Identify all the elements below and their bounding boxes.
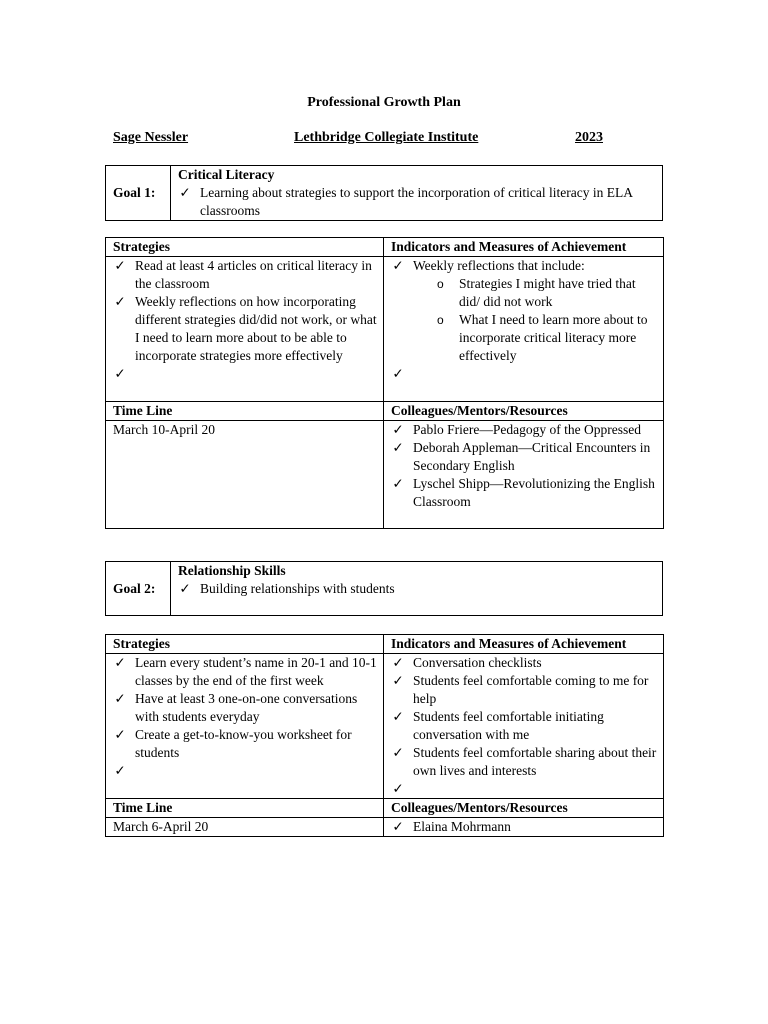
goal1-strategies-list	[113, 257, 377, 383]
list-item: o What I need to learn more about to incorporate critical literacy more effectively	[437, 312, 648, 363]
list-item: ✓ Deborah Appleman—Critical Encounters in Secondary English	[392, 440, 651, 473]
strategies-header: Strategies	[106, 635, 384, 654]
check-icon: ✓	[392, 745, 404, 760]
list-item: ✓ Create a get-to-know-you worksheet for students	[114, 727, 352, 760]
goal1-label: Goal 1:	[106, 166, 171, 221]
strategies-header: Strategies	[106, 238, 384, 257]
check-icon: ✓	[114, 655, 126, 670]
indicators-header: Indicators and Measures of Achievement	[384, 635, 664, 654]
list-item: ✓ Students feel comfortable sharing about their own lives and interests	[392, 745, 657, 778]
list-item	[113, 762, 377, 780]
goal1-indicators-sublist	[391, 275, 657, 365]
list-item: ✓ Have at least 3 one-on-one conversations with students everyday	[114, 691, 358, 724]
list-item: ✓ Students feel comfortable initiating conversation with me	[392, 709, 604, 742]
check-icon: ✓	[179, 581, 191, 596]
list-item: ✓ Weekly reflections on how incorporating different strategies did/did not work, or what I need to learn more about to be able to incorporate strategies more effectively	[114, 294, 377, 363]
check-icon: ✓	[179, 185, 191, 200]
list-item	[391, 365, 657, 383]
goal1-timeline: March 10-April 20	[106, 421, 384, 529]
goal2-table	[105, 634, 664, 837]
list-item: ✓ Weekly reflections that include:	[392, 258, 585, 273]
check-icon: ✓	[392, 819, 404, 834]
goal2-indicators-list	[391, 654, 657, 798]
circle-bullet-icon: o	[437, 277, 444, 291]
check-icon: ✓	[392, 476, 404, 491]
check-icon: ✓	[392, 673, 404, 688]
resources-header: Colleagues/Mentors/Resources	[384, 799, 664, 818]
circle-bullet-icon: o	[437, 313, 444, 327]
list-item: o Strategies I might have tried that did/ did not work	[437, 276, 636, 309]
list-item: ✓ Students feel comfortable coming to me for help	[392, 673, 649, 706]
goal1-resources-list	[391, 421, 657, 511]
author-name: Sage Nessler	[113, 130, 189, 145]
check-icon: ✓	[392, 781, 404, 796]
goal2-strategies-list	[113, 654, 377, 780]
check-icon: ✓	[114, 763, 126, 778]
goal1-heading: Critical Literacy	[178, 167, 275, 182]
timeline-header: Time Line	[106, 799, 384, 818]
list-item: ✓ Pablo Friere—Pedagogy of the Oppressed	[392, 422, 641, 437]
list-item: ✓ Lyschel Shipp—Revolutionizing the English Classroom	[392, 476, 655, 509]
check-icon: ✓	[114, 727, 126, 742]
goal1-indicators-list	[391, 257, 657, 275]
goal2-item: ✓ Building relationships with students	[179, 581, 395, 596]
goal2-label: Goal 2:	[106, 562, 171, 616]
goal1-table	[105, 237, 664, 529]
goal2-timeline: March 6-April 20	[106, 818, 384, 837]
goal1-item: ✓ Learning about strategies to support the incorporation of critical literacy in ELA classrooms	[179, 185, 633, 218]
check-icon: ✓	[392, 366, 404, 381]
check-icon: ✓	[392, 440, 404, 455]
check-icon: ✓	[114, 258, 126, 273]
goal2-box	[105, 561, 663, 616]
list-item	[113, 365, 377, 383]
timeline-header: Time Line	[106, 402, 384, 421]
goal2-resources-list	[391, 818, 657, 836]
school-name: Lethbridge Collegiate Institute	[294, 130, 479, 145]
check-icon: ✓	[114, 366, 126, 381]
goal2-heading: Relationship Skills	[178, 563, 286, 578]
check-icon: ✓	[114, 691, 126, 706]
list-item: ✓ Elaina Mohrmann	[392, 819, 511, 834]
check-icon: ✓	[392, 709, 404, 724]
list-item	[391, 780, 657, 798]
resources-header: Colleagues/Mentors/Resources	[384, 402, 664, 421]
document-title: Professional Growth Plan	[307, 95, 461, 110]
indicators-header: Indicators and Measures of Achievement	[384, 238, 664, 257]
check-icon: ✓	[392, 422, 404, 437]
list-item: ✓ Read at least 4 articles on critical literacy in the classroom	[114, 258, 372, 291]
goal1-box	[105, 165, 663, 221]
check-icon: ✓	[114, 294, 126, 309]
list-item: ✓ Learn every student’s name in 20-1 and 10-1 classes by the end of the first week	[114, 655, 377, 688]
list-item: ✓ Conversation checklists	[392, 655, 542, 670]
check-icon: ✓	[392, 655, 404, 670]
check-icon: ✓	[392, 258, 404, 273]
plan-year: 2023	[575, 130, 603, 145]
